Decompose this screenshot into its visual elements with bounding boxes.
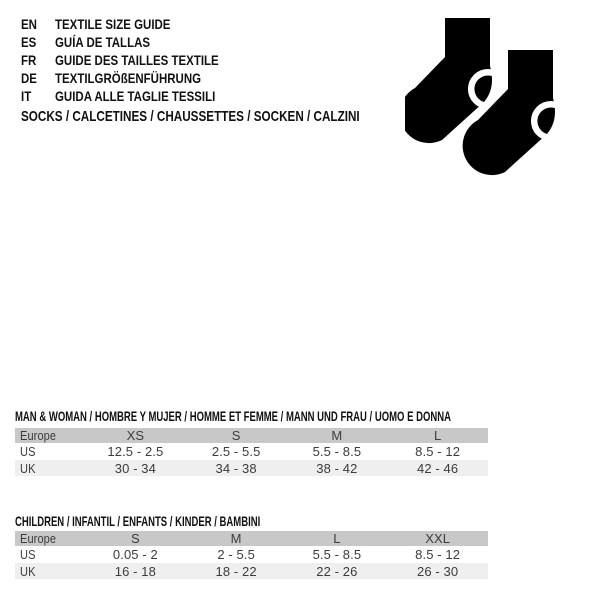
- column-header-text: XS: [126, 428, 145, 443]
- size-value-cell: [387, 563, 488, 579]
- column-header-text: S: [231, 428, 241, 443]
- size-value: 5.5 - 8.5: [312, 547, 362, 562]
- size-value-cell: [387, 443, 488, 460]
- language-row: [21, 33, 255, 51]
- size-value-cell: [186, 460, 287, 476]
- region-text: US: [20, 547, 36, 562]
- language-code: [21, 69, 55, 87]
- size-value: 2 - 5.5: [217, 547, 255, 562]
- language-label-text: TEXTILE SIZE GUIDE: [55, 16, 171, 32]
- size-value-cell: [387, 546, 488, 563]
- size-value: 0.05 - 2: [112, 547, 158, 562]
- size-value-cell: [186, 443, 287, 460]
- language-row: [21, 69, 255, 87]
- size-value: 38 - 42: [316, 460, 358, 476]
- table-title-adults: [15, 409, 600, 423]
- table-title-children: [15, 514, 376, 528]
- table-row-uk: [15, 460, 488, 476]
- language-label-text: TEXTILGRÖßENFÜHRUNG: [55, 70, 202, 86]
- column-header-text: M: [230, 531, 242, 546]
- column-header-text: XXL: [425, 531, 451, 546]
- language-row: [21, 51, 255, 69]
- table-title-text: CHILDREN / INFANTIL / ENFANTS / KINDER / BAMBINI: [15, 513, 261, 529]
- language-code-text: FR: [21, 52, 37, 68]
- column-header: [85, 531, 186, 546]
- size-table-adults: [15, 428, 488, 476]
- category-line-text: SOCKS / CALCETINES / CHAUSSETTES / SOCKEN / CALZINI: [21, 108, 360, 125]
- language-code-text: ES: [21, 34, 37, 50]
- language-list: [21, 15, 255, 105]
- size-value: 26 - 30: [417, 563, 459, 579]
- size-value-cell: [287, 546, 388, 563]
- size-value: 2.5 - 5.5: [211, 444, 261, 459]
- size-value-cell: [387, 460, 488, 476]
- size-value: 12.5 - 2.5: [107, 444, 164, 459]
- size-value-cell: [186, 546, 287, 563]
- size-value-cell: [85, 546, 186, 563]
- size-value-cell: [186, 563, 287, 579]
- language-code-text: EN: [21, 16, 37, 32]
- language-code-text: IT: [21, 88, 32, 104]
- column-header-text: M: [331, 428, 343, 443]
- column-header: [287, 428, 388, 443]
- column-header-text: L: [433, 428, 442, 443]
- table-header-row: [15, 531, 488, 546]
- region-text: US: [20, 444, 36, 459]
- table-row-us: [15, 546, 488, 563]
- language-row: [21, 87, 255, 105]
- socks-icon: [405, 10, 585, 190]
- language-code: [21, 87, 55, 105]
- region-text: UK: [20, 460, 36, 476]
- category-line: [21, 109, 455, 124]
- column-header-text: Europe: [20, 428, 57, 443]
- language-code: [21, 15, 55, 33]
- column-header: [186, 428, 287, 443]
- table-title-text: MAN & WOMAN / HOMBRE Y MUJER / HOMME ET FEMME / MANN UND FRAU / UOMO E DONNA: [15, 408, 451, 424]
- column-header-text: L: [333, 531, 341, 546]
- region-cell: [15, 563, 85, 579]
- language-label: [55, 33, 171, 51]
- size-table-children: [15, 531, 488, 579]
- column-header: [387, 428, 488, 443]
- size-value: 30 - 34: [114, 460, 156, 476]
- region-cell: [15, 443, 85, 460]
- language-label-text: GUIDA ALLE TAGLIE TESSILI: [55, 88, 216, 104]
- language-code: [21, 51, 55, 69]
- size-value: 8.5 - 12: [415, 444, 461, 459]
- column-header-region: [15, 428, 85, 443]
- region-cell: [15, 460, 85, 476]
- region-cell: [15, 546, 85, 563]
- column-header-text: Europe: [20, 531, 57, 546]
- language-code-text: DE: [21, 70, 37, 86]
- size-value: 42 - 46: [417, 460, 459, 476]
- language-label: [55, 15, 196, 33]
- size-value: 18 - 22: [215, 563, 257, 579]
- column-header: [85, 428, 186, 443]
- language-label: [55, 87, 250, 105]
- language-code: [21, 33, 55, 51]
- language-label-text: GUÍA DE TALLAS: [55, 34, 151, 50]
- region-text: UK: [20, 563, 36, 579]
- column-header: [387, 531, 488, 546]
- column-header: [287, 531, 388, 546]
- size-value-cell: [85, 563, 186, 579]
- table-row-us: [15, 443, 488, 460]
- language-label: [55, 69, 233, 87]
- size-value: 34 - 38: [215, 460, 257, 476]
- size-value: 8.5 - 12: [415, 547, 461, 562]
- size-value-cell: [287, 460, 388, 476]
- table-row-uk: [15, 563, 488, 579]
- column-header-region: [15, 531, 85, 546]
- size-value-cell: [85, 443, 186, 460]
- column-header-text: S: [130, 531, 140, 546]
- size-value-cell: [85, 460, 186, 476]
- size-value: 5.5 - 8.5: [312, 444, 362, 459]
- language-label: [55, 51, 255, 69]
- table-header-row: [15, 428, 488, 443]
- language-row: [21, 15, 255, 33]
- language-label-text: GUIDE DES TAILLES TEXTILE: [55, 52, 219, 68]
- size-value: 16 - 18: [114, 563, 156, 579]
- size-value-cell: [287, 563, 388, 579]
- size-value-cell: [287, 443, 388, 460]
- size-value: 22 - 26: [316, 563, 358, 579]
- column-header: [186, 531, 287, 546]
